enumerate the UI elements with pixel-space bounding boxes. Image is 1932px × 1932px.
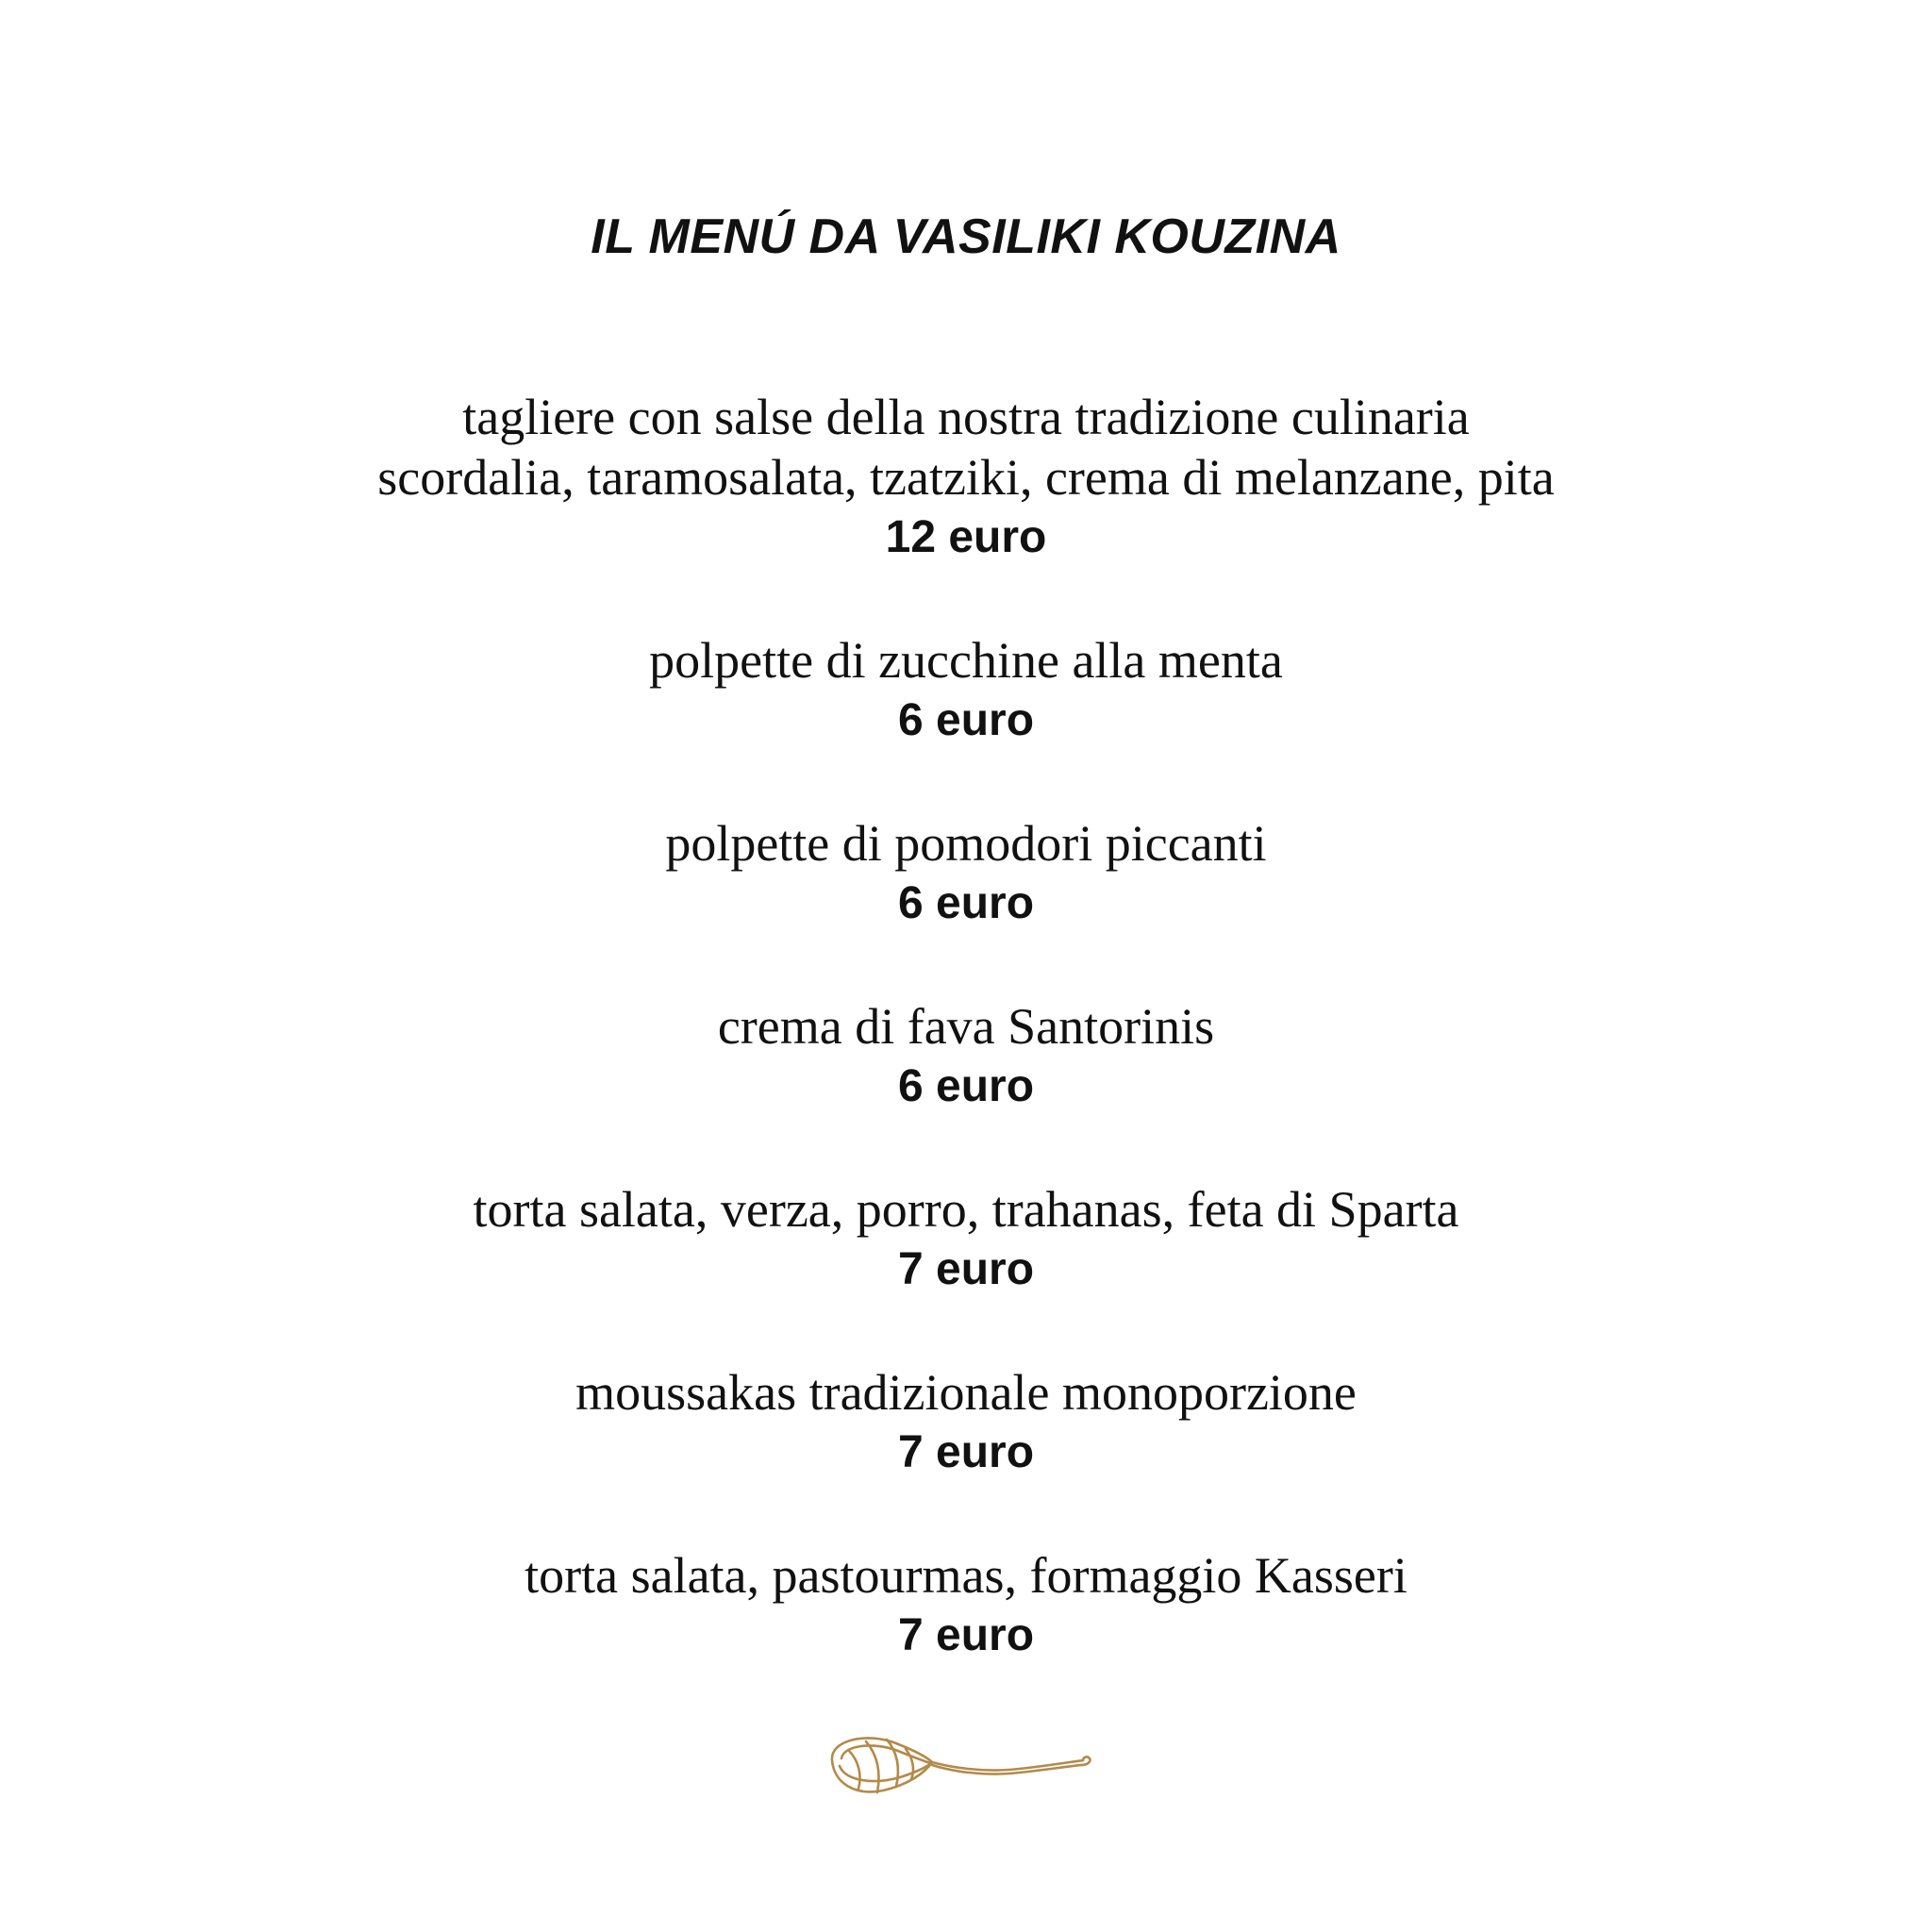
menu-item-price: 7 euro [897,1610,1035,1660]
menu-item-name: torta salata, pastourmas, formaggio Kasseri [525,1547,1407,1604]
menu-item-name: torta salata, verza, porro, trahanas, feta di Sparta [473,1181,1459,1238]
menu-item-price: 6 euro [897,878,1035,928]
menu-item-price: 6 euro [897,695,1035,745]
menu-item [0,996,1932,1117]
menu-item-name: polpette di zucchine alla menta [649,632,1283,689]
menu-item [0,1545,1932,1666]
menu-item [0,630,1932,751]
menu-item [0,1179,1932,1300]
menu-item-name: tagliere con salse della nostra tradizione culinaria [462,389,1470,445]
menu-title: IL MENÚ DA VASILIKI KOUZINA [591,209,1341,264]
menu-item-price: 6 euro [897,1061,1035,1111]
menu-item [0,813,1932,934]
menu-item-price: 12 euro [885,512,1047,562]
menu-item-price: 7 euro [897,1244,1035,1294]
menu-item-description: scordalia, taramosalata, tzatziki, crema di melanzane, pita [377,449,1555,506]
menu-item [0,1362,1932,1483]
menu-item-name: crema di fava Santorinis [717,998,1215,1055]
menu-item-price: 7 euro [897,1427,1035,1477]
whisk-icon [821,1723,1104,1807]
menu-item-name: polpette di pomodori piccanti [665,815,1267,872]
menu-item [0,387,1932,568]
menu-item-name: moussakas tradizionale monoporzione [575,1364,1357,1421]
